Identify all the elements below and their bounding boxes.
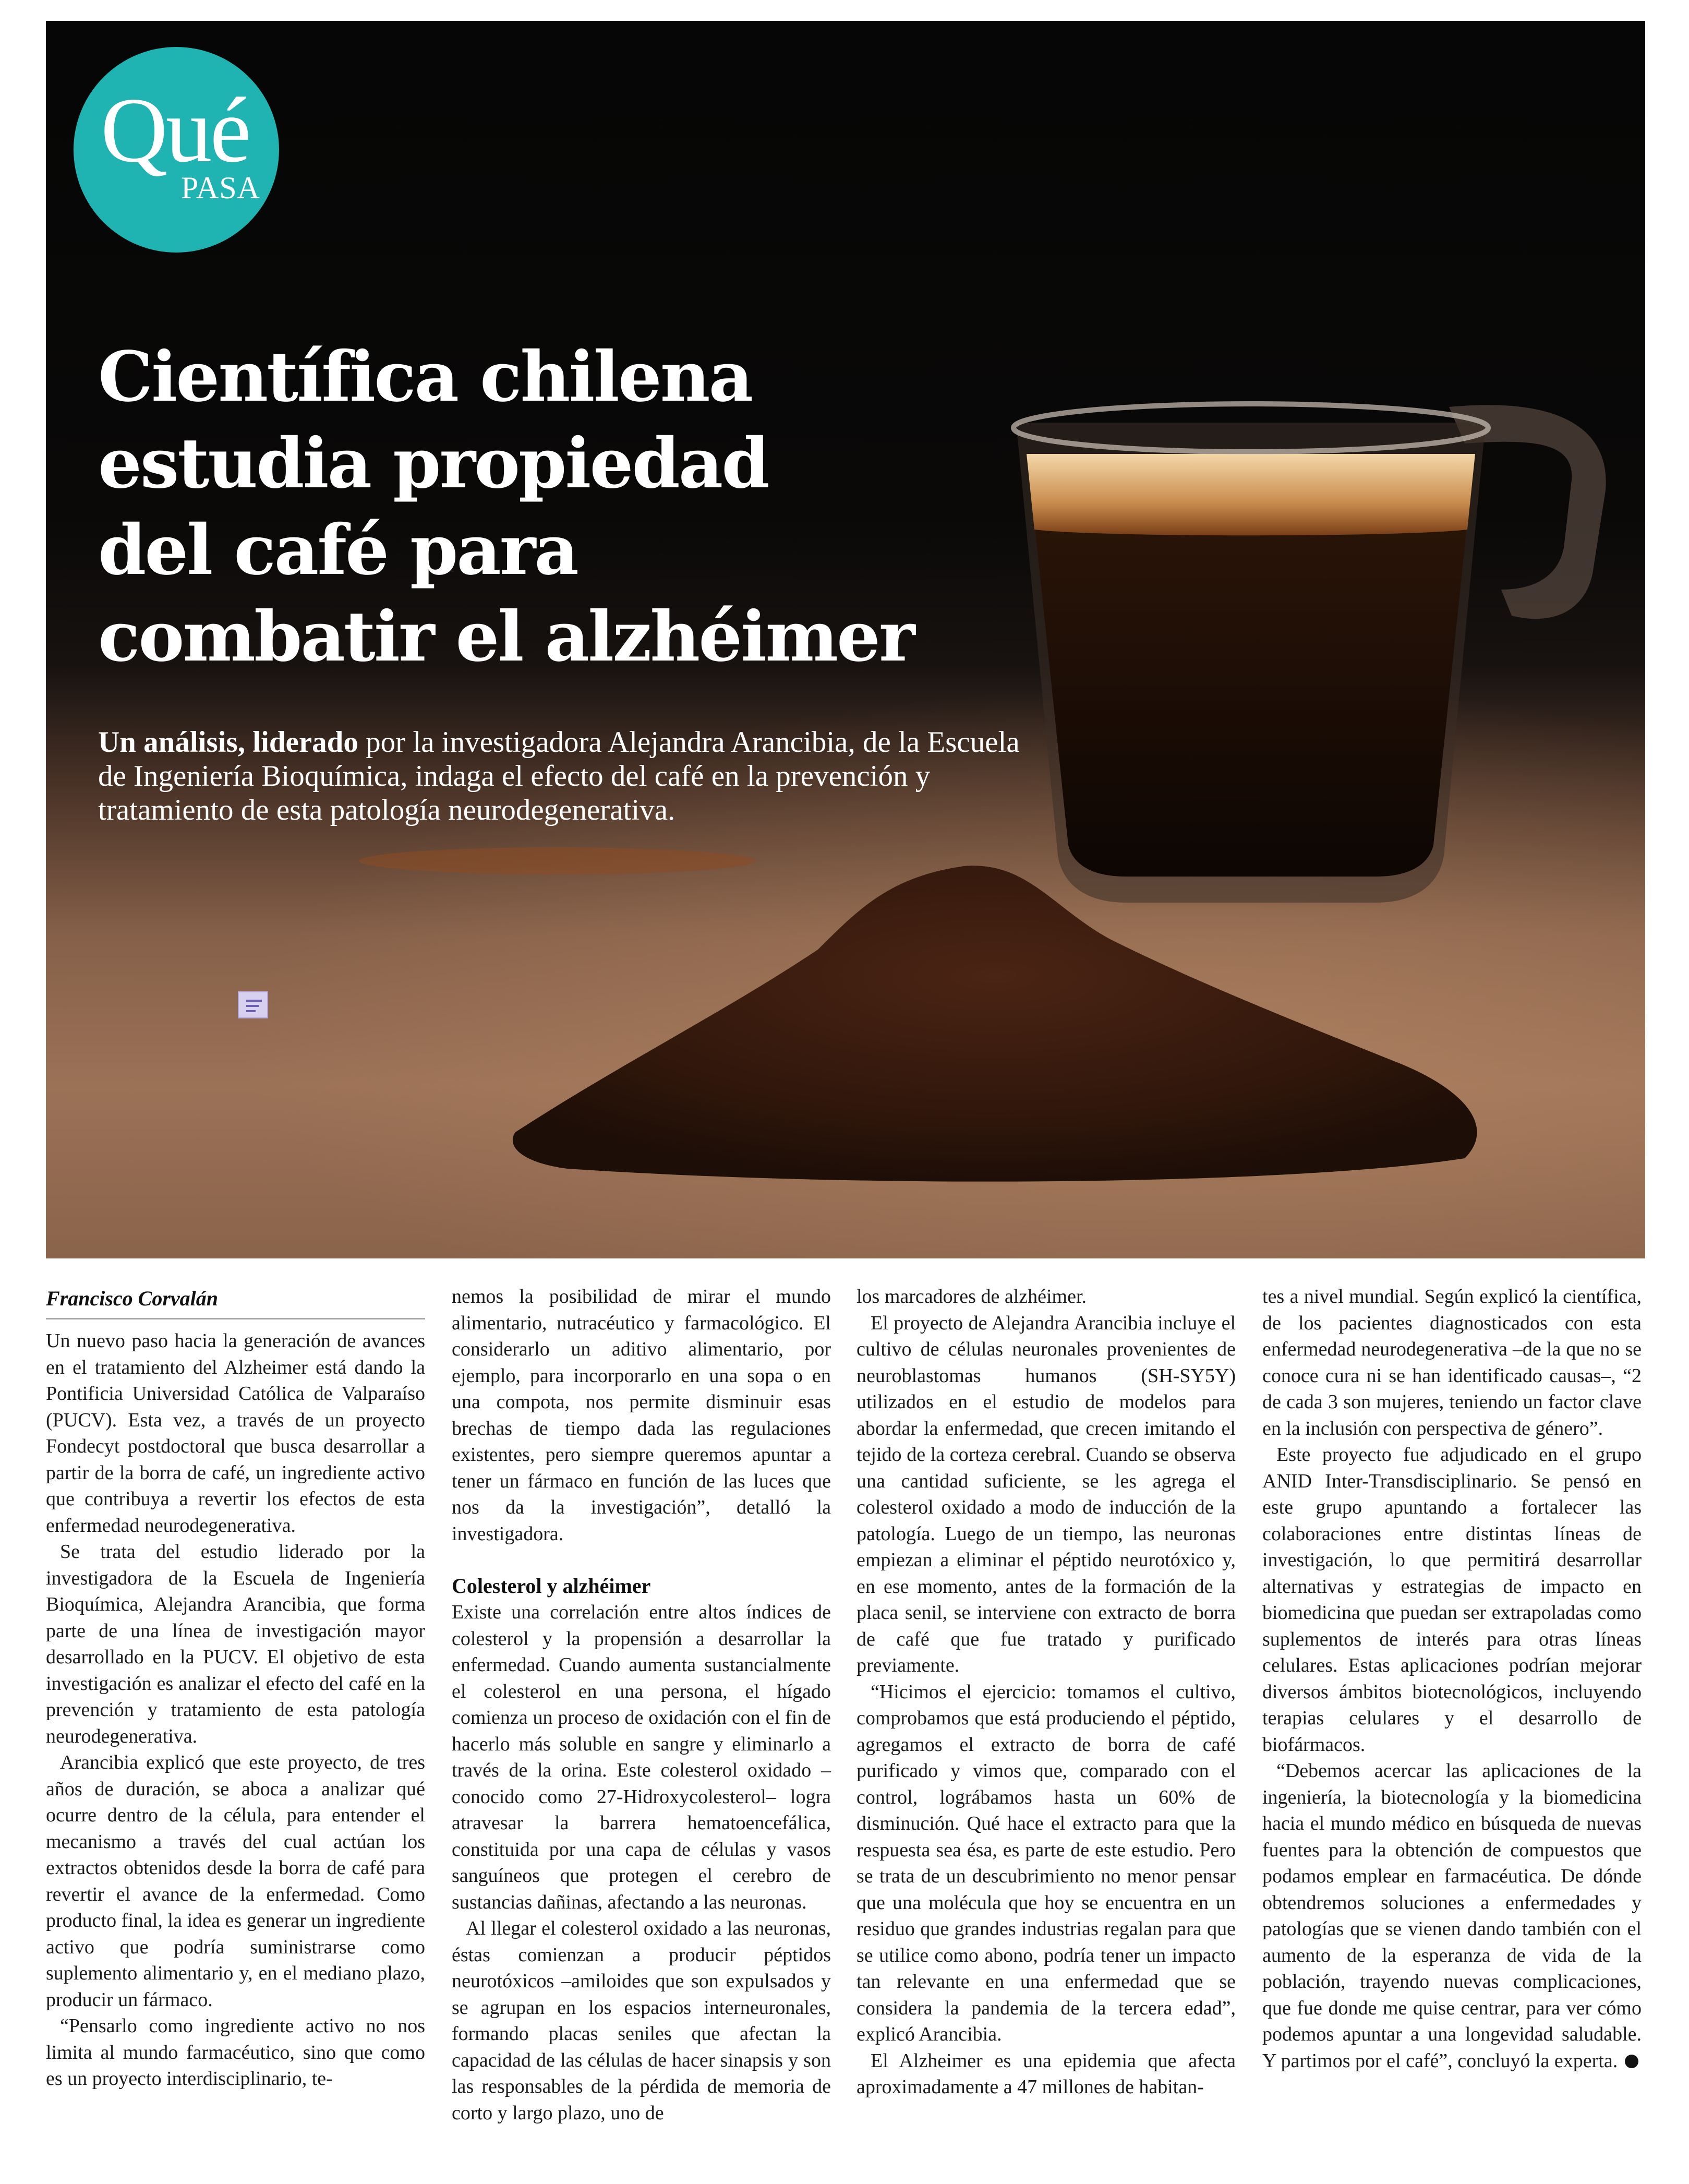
badge-pasa-text: PASA xyxy=(181,171,260,205)
headline-line-3: del café para xyxy=(98,510,577,591)
final-text: “Debemos acercar las aplicaciones de la ingeniería, la biotecnología y la biomedicina hacia el mundo médico en búsqueda de nuevas fuentes para la obtención de compuestos que podamos emplear en farmacéutica. De dónde obtendremos soluciones a enfermedades y patologías que se vienen dando también con el aumento de la esperanza de vida de la población, trayendo nuevas complicaciones, que fue donde me quise centrar, para ver cómo podemos apuntar a una longevidad saludable. Y partimos por el café”, concluyó la experta. xyxy=(1262,1760,1642,2072)
byline: Francisco Corvalán xyxy=(46,1287,219,1310)
headline xyxy=(98,334,1011,680)
paragraph: “Pensarlo como ingrediente activo no nos limita al mundo farmacéutico, sino que como es un proyecto interdisciplinario, te- xyxy=(46,2015,425,2090)
headline-line-4: combatir el alzhéimer xyxy=(98,596,914,677)
headline-line-2: estudia propiedad xyxy=(98,423,768,504)
lead-strong: Un análisis, liderado xyxy=(98,726,358,759)
hero-photo xyxy=(46,21,1645,1258)
paragraph: El Alzheimer es una epidemia que afecta aproximadamente a 47 millones de habitan- xyxy=(856,2049,1236,2098)
paragraph: Al llegar el colesterol oxidado a las neuronas, éstas comienzan a producir péptidos neurotóxicos –amiloides que son expulsados y se agrupan en los espacios interneuronales, formando placas seniles que afectan la capacidad de las células de hacer sinapsis y son las responsables de la pérdida de memoria de corto y largo plazo, uno de xyxy=(452,1917,831,2124)
lead-paragraph xyxy=(98,725,1037,827)
paragraph: Un nuevo paso hacia la generación de avances en el tratamiento del Alzheimer está dando la Pontificia Universidad Católica de Valparaíso (PUCV). Esta vez, a través de un proyecto Fondecyt postdoctoral que busca desarrollar a partir de la borra de café, un ingrediente activo que contribuya a revertir los efectos de esta enfermedad neurodegenerativa. xyxy=(46,1330,425,1537)
paragraph: Arancibia explicó que este proyecto, de tres años de duración, se aboca a analizar qué ocurre dentro de la célula, para entender el mecanismo a través del cual actúan los extractos obtenidos desde la borra de café para revertir el avance de la enfermedad. Como producto final, la idea es generar un ingrediente activo que podría suministrarse como suplemento alimentario y, en el mediano plazo, producir un fármaco. xyxy=(46,1751,425,2011)
comment-icon[interactable] xyxy=(238,991,268,1018)
paragraph: Existe una correlación entre altos índices de colesterol y la propensión a desarrollar la enfermedad. Cuando aumenta sustancialmente el colesterol en una persona, el hígado comienza un proceso de oxidación con el fin de hacerlo más soluble en sangre y eliminarlo a través de la orina. Este colesterol oxidado –conocido como 27-Hidroxycolesterol– logra atravesar la barrera hematoencefálica, constituida por una capa de células y vasos sanguíneos que protegen el cerebro de sustancias dañinas, afectando a las neuronas. xyxy=(452,1601,831,1913)
que-pasa-badge xyxy=(74,47,279,253)
end-of-article-mark xyxy=(1625,2055,1638,2068)
article-column-2 xyxy=(452,1283,831,2126)
coffee-stain xyxy=(359,847,755,874)
article-column-1 xyxy=(46,1283,425,2092)
byline-rule xyxy=(46,1318,425,1319)
paragraph: Este proyecto fue adjudicado en el grupo ANID Inter-Transdisciplinario. Se pensó en este grupo apuntando a fortalecer las colaboraciones entre distintas líneas de investigación, lo que permitirá desarrollar alternativas y estrategias de impacto en biomedicina que puedan ser extrapoladas como suplementos de interés para otras líneas celulares. Estas aplicaciones podrían mejorar diversos ámbitos biotecnológicos, incluyendo terapias celulares y el desarrollo de biofármacos. xyxy=(1262,1444,1642,1756)
headline-line-1: Científica chilena xyxy=(98,337,752,417)
paragraph: El proyecto de Alejandra Arancibia incluye el cultivo de células neuronales provenientes de neuroblastomas humanos (SH-SY5Y) utilizados en el estudio de modelos para abordar la enfermedad, que crecen imitando el tejido de la corteza cerebral. Cuando se observa una cantidad suficiente, se les agrega el colesterol oxidado a modo de inducción de la patología. Luego de un tiempo, las neuronas empiezan a eliminar el péptido neurotóxico y, en ese momento, antes de la formación de la placa senil, se interviene con extracto de borra de café que fue tratado y purificado previamente. xyxy=(856,1312,1236,1676)
paragraph: los marcadores de alzhéimer. xyxy=(856,1286,1087,1307)
section-heading: Colesterol y alzhéimer xyxy=(452,1574,651,1598)
paragraph: Se trata del estudio liderado por la investigadora de la Escuela de Ingeniería Bioquímica, Alejandra Arancibia, que forma parte de una línea de investigación mayor desarrollado en la PUCV. El objetivo de esta investigación es analizar el efecto del café en la prevención y tratamiento de esta patología neurodegenerativa. xyxy=(46,1541,425,1747)
paragraph: tes a nivel mundial. Según explicó la científica, de los pacientes diagnosticados con esta enfermedad neurodegenerativa –de la que no se conoce cura ni se han identificado causas–, “2 de cada 3 son mujeres, teniendo un factor clave en la inclusión con perspectiva de género”. xyxy=(1262,1286,1642,1439)
paragraph-final xyxy=(1262,1758,1642,2074)
lead-rest: por la investigadora Alejandra Arancibia, de la Escuela de Ingeniería Bioquímica, indaga el efecto del café en la prevención y tratamiento de esta patología neurodegenerativa. xyxy=(98,726,1020,826)
paragraph: “Hicimos el ejercicio: tomamos el cultivo, comprobamos que está produciendo el péptido, agregamos el extracto de borra de café purificado y vimos que, comparado con el control, lográbamos hasta un 60% de disminución. Qué hace el extracto para que la respuesta sea ésa, es parte de este estudio. Pero se trata de un descubrimiento no menor pensar que una molécula que hoy se encuentra en un residuo que grandes industrias regalan para que se utilice como abono, podría tener un impacto tan relevante en una enfermedad que se considera la pandemia de la tercera edad”, explicó Arancibia. xyxy=(856,1681,1236,2045)
badge-que-text: Qué xyxy=(101,78,249,182)
article-column-3 xyxy=(856,1283,1236,2101)
paragraph: nemos la posibilidad de mirar el mundo alimentario, nutracéutico y farmacológico. El considerarlo un aditivo alimentario, por ejemplo, para incorporarlo en una sopa o en una compota, nos permite disminuir esas brechas de tiempo dada las regulaciones existentes, pero siempre queremos apuntar a tener un fármaco en función de las luces que nos da la investigación”, detalló la investigadora. xyxy=(452,1286,831,1545)
article-column-4 xyxy=(1262,1283,1642,2074)
